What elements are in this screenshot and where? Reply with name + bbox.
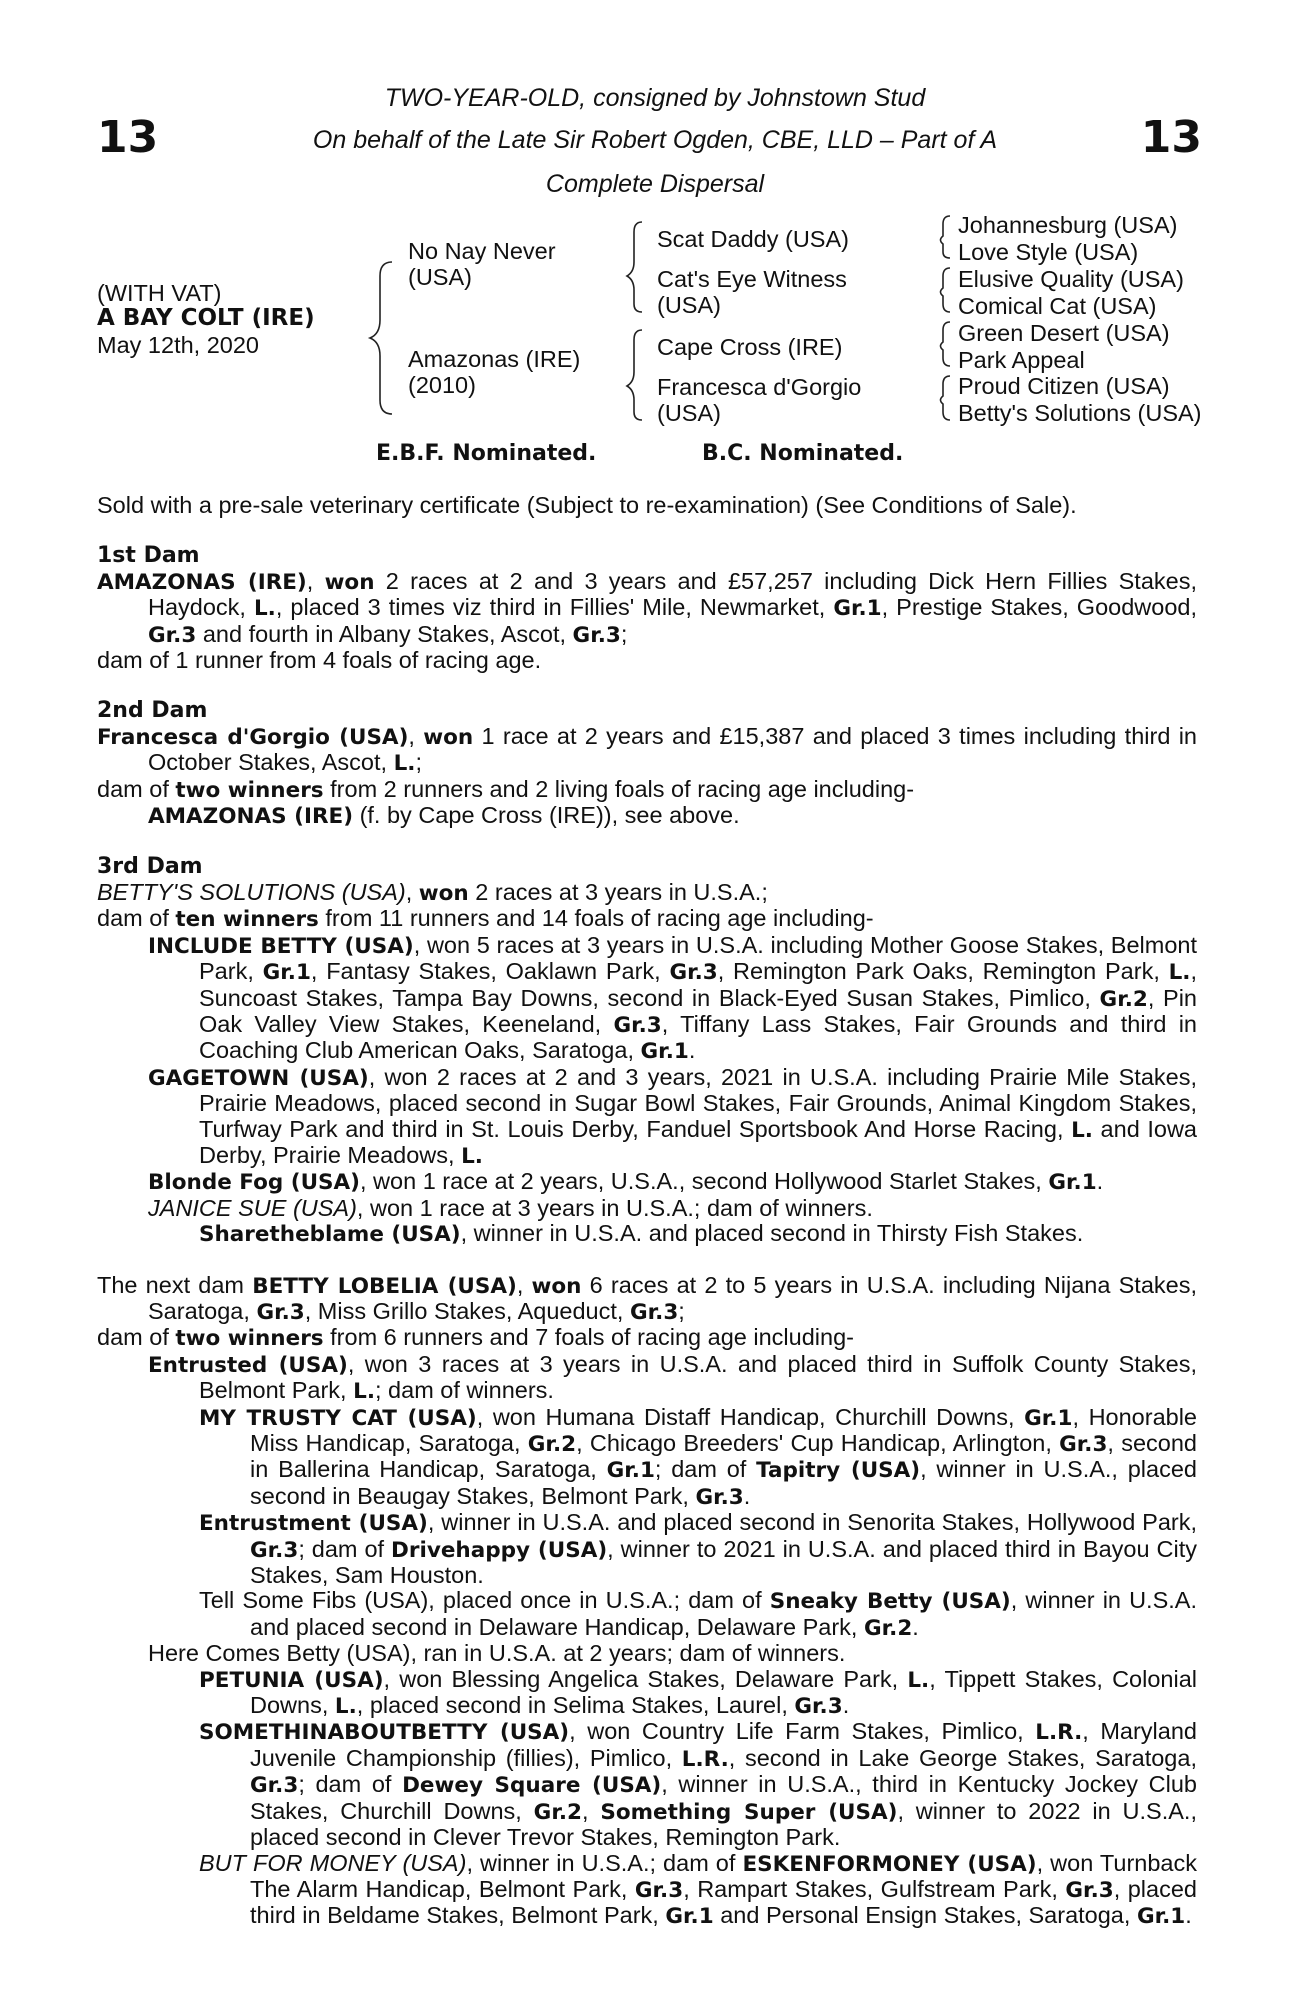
gen3-8: Betty's Solutions (USA) (958, 400, 1202, 427)
gen3-2: Love Style (USA) (958, 238, 1139, 265)
sharetheblame-entry: Sharetheblame (USA), winner in U.S.A. and placed second in Thirsty Fish Stakes. (199, 1220, 1084, 1248)
third-dam-record: BETTY'S SOLUTIONS (USA), won 2 races at 3 years in U.S.A.; (97, 878, 768, 906)
pedigree-dam-sire: Cape Cross (IRE) (657, 334, 843, 360)
second-dam-record: Francesca d'Gorgio (USA), won 1 race at 2 years and £15,387 and placed 3 times including third in October Stakes, Ascot, L.; (97, 722, 1197, 777)
pedigree-sire (408, 238, 556, 290)
pedigree-dam-dam (657, 374, 861, 426)
pedigree-dam (408, 346, 580, 398)
pedigree-sire-dam (657, 266, 847, 318)
first-dam-record: AMAZONAS (IRE), won 2 races at 2 and 3 years and £57,257 including Dick Hern Fillies Stakes, Haydock, L., placed 3 times viz third in Fillies' Mile, Newmarket, Gr.1, Prestige Stakes, Goodwood, Gr.3 and fourth in Albany Stakes, Ascot, Gr.3; (97, 567, 1197, 648)
gen3-5: Green Desert (USA) (958, 319, 1170, 346)
janice-sue-entry: JANICE SUE (USA), won 1 race at 3 years in U.S.A.; dam of winners. (148, 1194, 873, 1221)
include-betty-entry: INCLUDE BETTY (USA), won 5 races at 3 years in U.S.A. including Mother Goose Stakes, Belmont Park, Gr.1, Fantasy Stakes, Oaklawn Park, Gr.3, Remington Park Oaks, Remington Park, L., Suncoast Stakes, Tampa Bay Downs, second in Black-Eyed Susan Stakes, Pimlico, Gr.2, Pin Oak Valley View Stakes, Keeneland, Gr.3, Tiffany Lass Stakes, Fair Grounds and third in Coaching Club American Oaks, Saratoga, Gr.1. (148, 931, 1197, 1065)
first-dam-heading: 1st Dam (97, 543, 200, 569)
dam-dam-name: Francesca d'Gorgio (657, 374, 862, 400)
next-dam-produce: dam of two winners from 6 runners and 7 foals of racing age including- (97, 1324, 854, 1352)
second-dam-child: AMAZONAS (IRE) (f. by Cape Cross (IRE)), see above. (148, 802, 740, 830)
dam-dam-country: (USA) (657, 400, 721, 426)
entrusted-entry: Entrusted (USA), won 3 races at 3 years in U.S.A. and placed third in Suffolk County Stakes, Belmont Park, L.; dam of winners. (148, 1350, 1198, 1405)
third-dam-name: BETTY'S SOLUTIONS (USA) (97, 878, 406, 905)
dispersal-line: Complete Dispersal (545, 170, 765, 198)
consignor-line: TWO-YEAR-OLD, consigned by Johnstown Stud (384, 84, 926, 112)
horse-dob: May 12th, 2020 (97, 332, 259, 358)
my-trusty-cat-entry: MY TRUSTY CAT (USA), won Humana Distaff Handicap, Churchill Downs, Gr.1, Honorable Miss Handicap, Saratoga, Gr.2, Chicago Breeders' Cup Handicap, Arlington, Gr.3, second in Ballerina Handicap, Saratoga, Gr.1; dam of Tapitry (USA), winner in U.S.A., placed second in Beaugay Stakes, Belmont Park, Gr.3. (199, 1403, 1198, 1510)
sire-name: No Nay Never (408, 238, 556, 264)
lot-number-left: 13 (97, 112, 159, 163)
bc-nominated: B.C. Nominated. (702, 441, 904, 466)
lot-number-right: 13 (1140, 112, 1202, 163)
gen3-7: Proud Citizen (USA) (958, 373, 1170, 400)
pedigree-sire-sire: Scat Daddy (USA) (657, 226, 849, 252)
second-dam-name: Francesca d'Gorgio (USA) (97, 724, 409, 750)
vat-label: (WITH VAT) (97, 280, 222, 306)
gen3-6: Park Appeal (958, 346, 1085, 373)
dam-name: Amazonas (IRE) (408, 346, 581, 372)
pedigree-gen3 (958, 212, 1202, 427)
first-dam-name: AMAZONAS (IRE) (97, 569, 307, 595)
second-dam-heading: 2nd Dam (97, 698, 208, 724)
petunia-entry: PETUNIA (USA), won Blessing Angelica Stakes, Delaware Park, L., Tippett Stakes, Colonial Downs, L., placed second in Selima Stakes, Laurel, Gr.3. (199, 1665, 1198, 1720)
sire-country: (USA) (408, 264, 472, 290)
catalogue-body (97, 493, 1197, 1930)
gen3-3: Elusive Quality (USA) (958, 265, 1184, 292)
gen3-1: Johannesburg (USA) (958, 212, 1178, 238)
entrustment-entry: Entrustment (USA), winner in U.S.A. and placed second in Senorita Stakes, Hollywood Park, Gr.3; dam of Drivehappy (USA), winner to 2021 in U.S.A. and placed third in Bayou City Stakes, Sam Houston. (199, 1509, 1197, 1589)
next-dam-record: The next dam BETTY LOBELIA (USA), won 6 races at 2 to 5 years in U.S.A. including Nijana Stakes, Saratoga, Gr.3, Miss Grillo Stakes, Aqueduct, Gr.3; (97, 1271, 1198, 1325)
third-dam-produce: dam of ten winners from 11 runners and 14 foals of racing age including- (97, 905, 874, 933)
first-dam-produce: dam of 1 runner from 4 foals of racing age. (97, 647, 542, 674)
gen3-4: Comical Cat (USA) (958, 292, 1157, 319)
but-for-money-entry: BUT FOR MONEY (USA), winner in U.S.A.; dam of ESKENFORMONEY (USA), won Turnback The Alarm Handicap, Belmont Park, Gr.3, Rampart Stakes, Gulfstream Park, Gr.3, placed third in Beldame Stakes, Belmont Park, Gr.1 and Personal Ensign Stakes, Saratoga, Gr.1. (199, 1849, 1197, 1930)
blonde-fog-entry: Blonde Fog (USA), won 1 race at 2 years, U.S.A., second Hollywood Starlet Stakes, Gr.1. (148, 1168, 1104, 1196)
second-dam-produce: dam of two winners from 2 runners and 2 living foals of racing age including- (97, 775, 915, 803)
here-comes-betty-entry: Here Comes Betty (USA), ran in U.S.A. at 2 years; dam of winners. (148, 1640, 846, 1667)
horse-name: A BAY COLT (IRE) (97, 305, 315, 331)
next-dam-name: BETTY LOBELIA (USA) (252, 1273, 517, 1299)
vet-note: Sold with a pre-sale veterinary certificate (Subject to re-examination) (See Conditions of Sale). (97, 492, 1077, 518)
sire-dam-name: Cat's Eye Witness (657, 266, 847, 292)
won-label: won (324, 569, 375, 595)
somethinaboutbetty-entry: SOMETHINABOUTBETTY (USA), won Country Life Farm Stakes, Pimlico, L.R., Maryland Juvenile Championship (fillies), Pimlico, L.R., second in Lake George Stakes, Saratoga, Gr.3; dam of Dewey Square (USA), winner in U.S.A., third in Kentucky Jockey Club Stakes, Churchill Downs, Gr.2, Something Super (USA), winner to 2022 in U.S.A., placed second in Clever Trevor Stakes, Remington Park. (199, 1718, 1197, 1851)
tell-some-fibs-entry: Tell Some Fibs (USA), placed once in U.S.A.; dam of Sneaky Betty (USA), winner in U.S.A. and placed second in Delaware Handicap, Delaware Park, Gr.2. (199, 1587, 1197, 1641)
third-dam-heading: 3rd Dam (97, 854, 203, 880)
sire-dam-country: (USA) (657, 292, 721, 318)
dam-year: (2010) (408, 372, 476, 398)
behalf-line: On behalf of the Late Sir Robert Ogden, CBE, LLD – Part of A (312, 126, 998, 154)
ebf-nominated: E.B.F. Nominated. (376, 441, 597, 466)
gagetown-entry: GAGETOWN (USA), won 2 races at 2 and 3 years, 2021 in U.S.A. including Prairie Mile Stakes, Prairie Meadows, placed second in Sugar Bowl Stakes, Fair Grounds, Animal Kingdom Stakes, Turfway Park and third in St. Louis Derby, Fanduel Sportsbook And Horse Racing, L. and Iowa Derby, Prairie Meadows, L. (148, 1063, 1197, 1169)
